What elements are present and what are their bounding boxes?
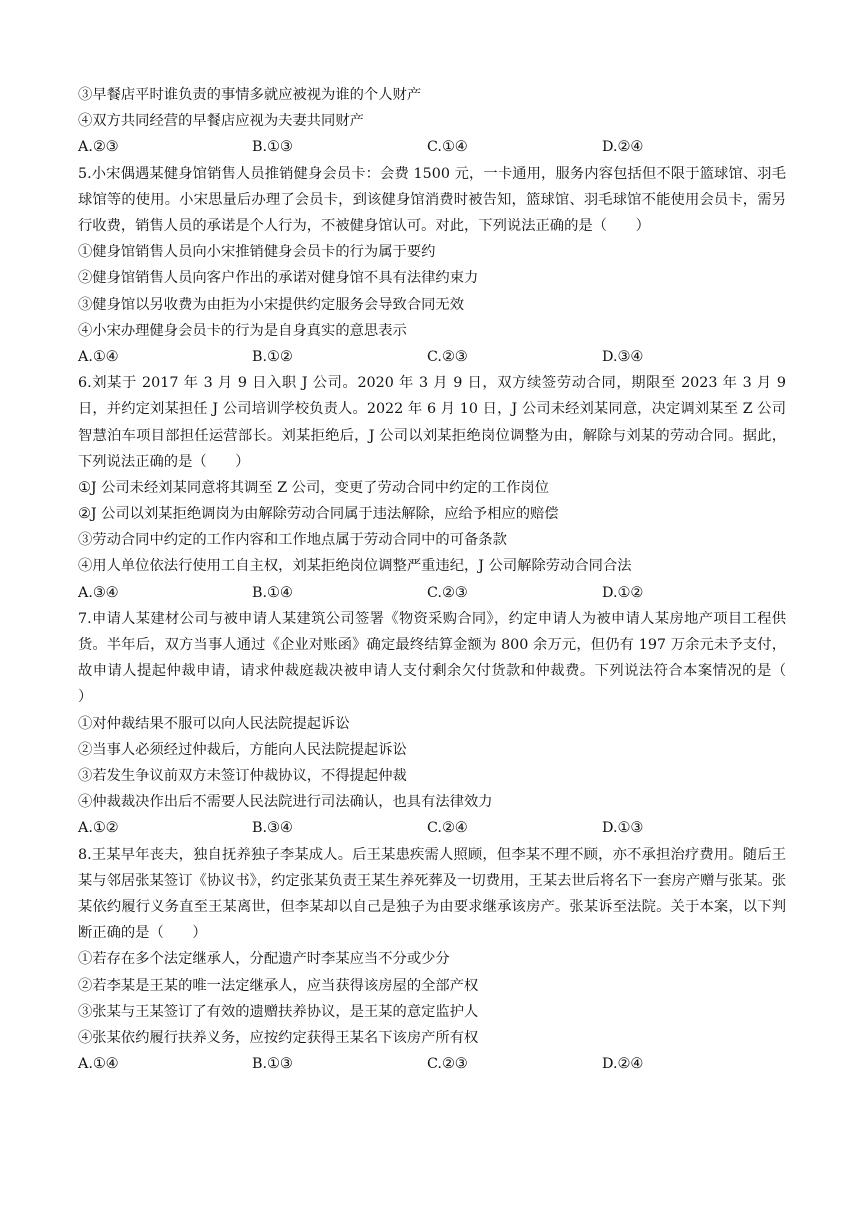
q4-options xyxy=(78,134,786,160)
q6-item-2: ②J 公司以刘某拒绝调岗为由解除劳动合同属于违法解除，应给予相应的赔偿 xyxy=(78,506,559,523)
q8-stem: 8.王某早年丧夫，独自抚养独子李某成人。后王某患疾需人照顾，但李某不理不顾，亦不承担治疗费用。随后王某与邻居张某签订《协议书》，约定张某负责王某生养死葬及一切费用，王某去世后将名下一套房产赠与张某。张某依约履行义务直至王某离世，但李某却以自己是独子为由要求继承该房产。张某诉至法院。关于本案，以下判断正确的是（ ） xyxy=(78,846,786,942)
question-6 xyxy=(78,370,786,606)
q5-item-2: ②健身馆销售人员向客户作出的承诺对健身馆不具有法律约束力 xyxy=(78,270,479,287)
q5-stem: 5.小宋偶遇某健身馆销售人员推销健身会员卡：会费 1500 元，一卡通用，服务内容包括但不限于篮球馆、羽毛球馆等的使用。小宋思量后办理了会员卡，到该健身馆消费时被告知，篮球馆、羽毛球馆不能使用会员卡，需另行收费，销售人员的承诺是个人行为，不被健身馆认可。对此，下列说法正确的是（ ） xyxy=(78,165,786,234)
q5-options xyxy=(78,344,786,370)
q6-option-b: B.①④ xyxy=(252,584,293,601)
question-5 xyxy=(78,161,786,371)
q6-option-c: C.②③ xyxy=(427,584,468,601)
q4-option-c: C.①④ xyxy=(427,139,468,156)
q6-options xyxy=(78,580,786,606)
q7-item-3: ③若发生争议前双方未签订仲裁协议，不得提起仲裁 xyxy=(78,768,407,785)
q5-item-3: ③健身馆以另收费为由拒为小宋提供约定服务会导致合同无效 xyxy=(78,296,465,313)
q8-option-d: D.②④ xyxy=(602,1056,644,1073)
q7-options xyxy=(78,815,786,841)
q6-item-1: ①J 公司未经刘某同意将其调至 Z 公司，变更了劳动合同中约定的工作岗位 xyxy=(78,479,550,496)
exam-page xyxy=(78,82,815,1077)
q6-option-a: A.③④ xyxy=(78,584,119,601)
q6-option-d: D.①② xyxy=(602,584,644,601)
q7-item-1: ①对仲裁结果不服可以向人民法院提起诉讼 xyxy=(78,715,350,732)
q5-item-1: ①健身馆销售人员向小宋推销健身会员卡的行为属于要约 xyxy=(78,244,436,261)
q7-option-a: A.①② xyxy=(78,820,119,837)
q6-item-3: ③劳动合同中约定的工作内容和工作地点属于劳动合同中的可备条款 xyxy=(78,532,507,549)
question-7 xyxy=(78,606,815,842)
q4-option-d: D.②④ xyxy=(602,139,644,156)
q4-option-a: A.②③ xyxy=(78,139,119,156)
q4-option-b: B.①③ xyxy=(252,139,293,156)
question-8 xyxy=(78,842,786,1078)
q8-option-c: C.②③ xyxy=(427,1056,468,1073)
q7-option-d: D.①③ xyxy=(602,820,644,837)
q8-item-4: ④张某依约履行扶养义务，应按约定获得王某名下该房产所有权 xyxy=(78,1029,479,1046)
q8-item-2: ②若李某是王某的唯一法定继承人，应当获得该房屋的全部产权 xyxy=(78,977,479,994)
q6-item-4: ④用人单位依法行使用工自主权，刘某拒绝岗位调整严重违纪，J 公司解除劳动合同合法 xyxy=(78,558,632,575)
q5-option-c: C.②③ xyxy=(427,348,468,365)
q8-option-b: B.①③ xyxy=(252,1056,293,1073)
q8-options xyxy=(78,1051,786,1077)
q8-option-a: A.①④ xyxy=(78,1056,119,1073)
q7-item-2: ②当事人必须经过仲裁后，方能向人民法院提起诉讼 xyxy=(78,741,407,758)
q4-item-4: ④双方共同经营的早餐店应视为夫妻共同财产 xyxy=(78,113,364,130)
q8-item-3: ③张某与王某签订了有效的遗赠扶养协议，是王某的意定监护人 xyxy=(78,1003,479,1020)
question-4-tail xyxy=(78,82,786,161)
q7-item-4: ④仲裁裁决作出后不需要人民法院进行司法确认，也具有法律效力 xyxy=(78,794,493,811)
q7-option-c: C.②④ xyxy=(427,820,468,837)
q7-stem: 7.申请人某建材公司与被申请人某建筑公司签署《物资采购合同》，约定申请人为被申请人某房地产项目工程供货。半年后，双方当事人通过《企业对账函》确定最终结算金额为 800 余万元，但仍有 197 万余元未予支付，故申请人提起仲裁申请，请求仲裁庭裁决被申请人支付剩余欠付货款和仲裁费。下列说法符合本案情况的是（ ） xyxy=(78,610,815,706)
q5-item-4: ④小宋办理健身会员卡的行为是自身真实的意思表示 xyxy=(78,322,407,339)
q8-item-1: ①若存在多个法定继承人，分配遗产时李某应当不分或少分 xyxy=(78,951,450,968)
q4-item-3: ③早餐店平时谁负责的事情多就应被视为谁的个人财产 xyxy=(78,87,422,103)
q6-stem: 6.刘某于 2017 年 3 月 9 日入职 J 公司。2020 年 3 月 9 日，双方续签劳动合同，期限至 2023 年 3 月 9 日，并约定刘某担任 J 公司培训学校负责人。2022 年 6 月 10 日，J 公司未经刘某同意，决定调刘某至 Z 公司智慧泊车项目部担任运营部长。刘某拒绝后，J 公司以刘某拒绝岗位调整为由，解除与刘某的劳动合同。据此，下列说法正确的是（ ） xyxy=(78,375,786,470)
q5-option-a: A.①④ xyxy=(78,348,119,365)
q5-option-d: D.③④ xyxy=(602,348,644,365)
q5-option-b: B.①② xyxy=(252,348,293,365)
q7-option-b: B.③④ xyxy=(252,820,293,837)
